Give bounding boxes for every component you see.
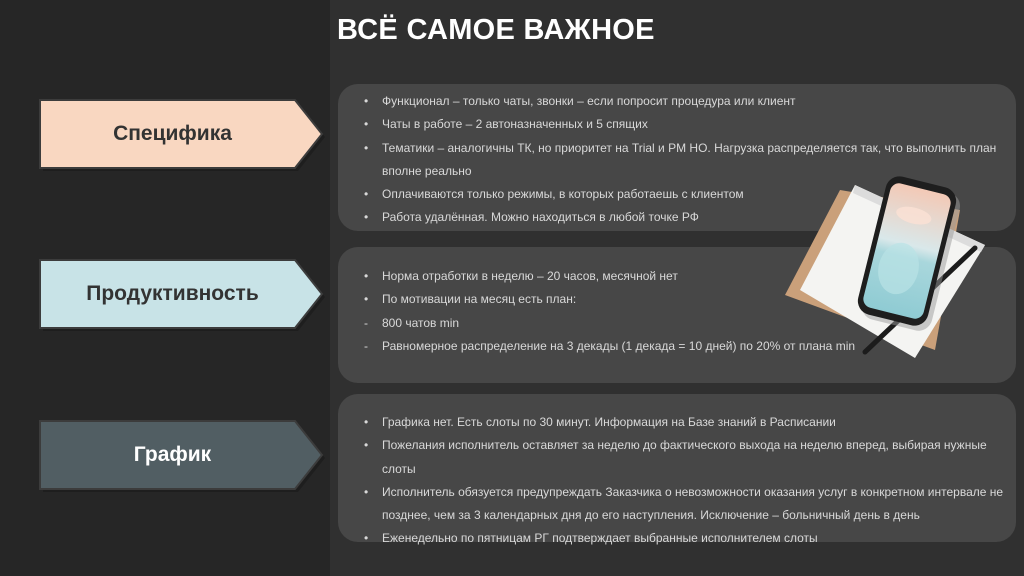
list-item: • Норма отработки в неделю – 20 часов, месячной нет	[364, 269, 678, 283]
list-item: • Функционал – только чаты, звонки – если попросит процедура или клиент	[364, 94, 796, 108]
slide-title: ВСЁ САМОЕ ВАЖНОЕ	[337, 14, 655, 46]
list-item: • Работа удалённая. Можно находиться в любой точке РФ	[364, 210, 699, 225]
list-item: • Оплачиваются только режимы, в которых работаешь с клиентом	[364, 187, 744, 202]
list-item: • Пожелания исполнитель оставляет за неделю до фактического выхода на неделю вперед, выбирая нужные слоты	[364, 438, 987, 476]
list-item: • Графика нет. Есть слоты по 30 минут. Информация на Базе знаний в Расписании	[364, 415, 836, 429]
list-item: позднее, чем за 3 календарных дня до его наступления. Исключение – больничный день в день	[382, 508, 920, 523]
list-item: • По мотивации на месяц есть план:	[364, 292, 577, 307]
phone-notebook-image	[785, 160, 990, 360]
arrow-graf-label: График	[133, 443, 212, 466]
list-item: • Чаты в работе – 2 автоназначенных и 5 спящих	[364, 117, 648, 132]
list-item: вполне реально	[382, 163, 472, 178]
graf-box	[338, 394, 1016, 546]
arrow-graf	[40, 421, 325, 489]
arrow-prod-label: Продуктивность	[86, 282, 259, 305]
list-item: • Исполнитель обязуется предупреждать Заказчика о невозможности оказания услуг в конкретном интервале не	[364, 484, 1004, 499]
list-item: - 800 чатов min	[364, 315, 460, 330]
arrow-spec-label: Специфика	[113, 122, 232, 145]
arrow-spec	[40, 100, 325, 168]
phone-notebook-illustration	[785, 160, 990, 360]
list-item: • Еженедельно по пятницам РГ подтверждает выбранные исполнителем слоты	[364, 531, 818, 546]
list-item: • Тематики – аналогичны ТК, но приоритет на Trial и PM HO. Нагрузка распределяется так, что выполнить план	[364, 140, 997, 155]
graf-list	[338, 394, 1016, 551]
list-item: - Равномерное распределение на 3 декады (1 декада = 10 дней) по 20% от плана min	[364, 338, 856, 353]
arrow-prod	[40, 260, 325, 328]
